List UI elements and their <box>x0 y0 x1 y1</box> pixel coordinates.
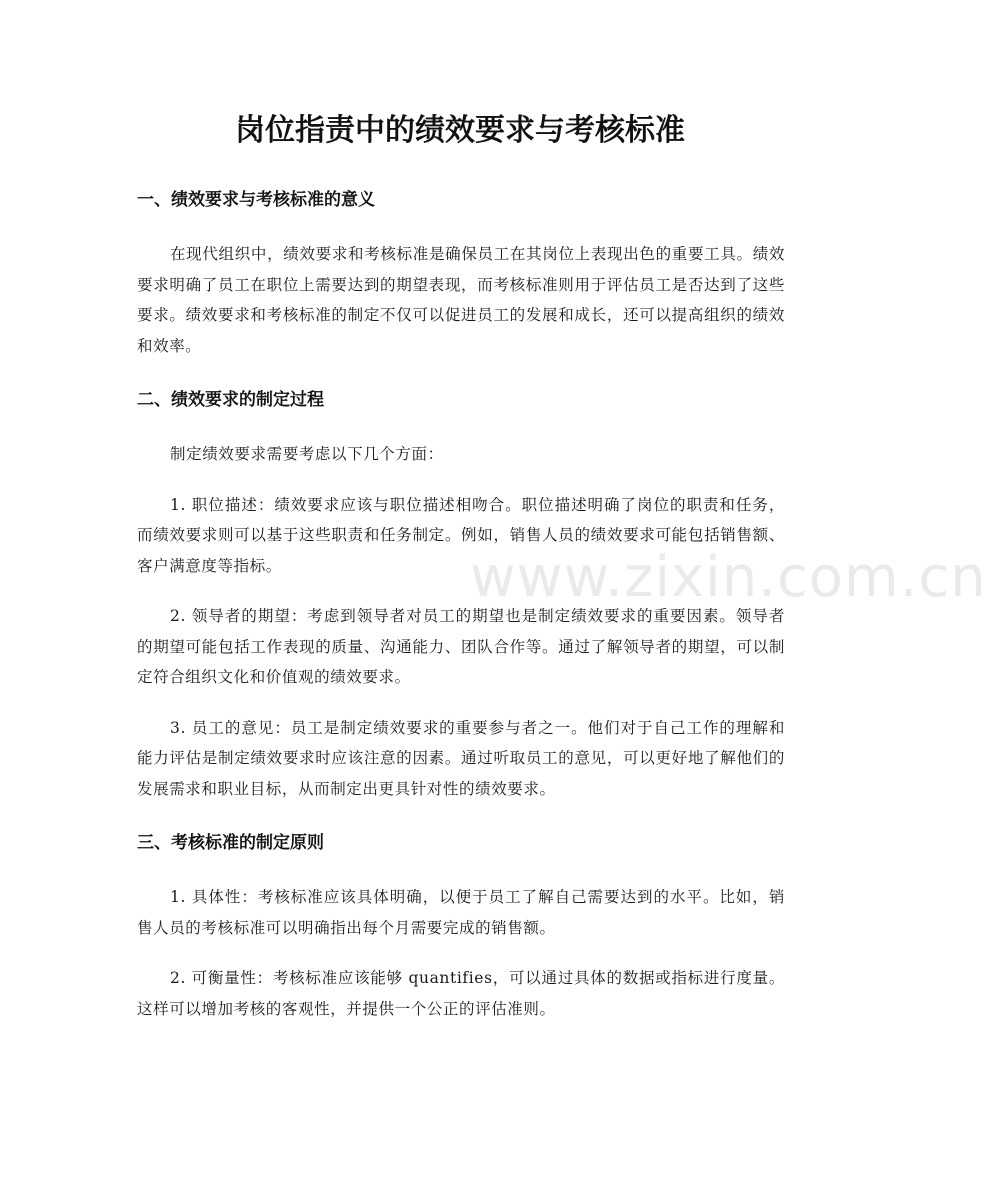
list-item-paragraph: 3. 员工的意见：员工是制定绩效要求的重要参与者之一。他们对于自己工作的理解和能力评估是制定绩效要求时应该注意的因素。通过听取员工的意见，可以更好地了解他们的发展需求和职业目标，从而制定出更具针对性的绩效要求。 <box>137 718 785 798</box>
list-item-paragraph: 2. 可衡量性：考核标准应该能够 quantifies，可以通过具体的数据或指标进行度量。这样可以增加考核的客观性，并提供一个公正的评估准则。 <box>137 969 785 1018</box>
paragraph: 在现代组织中，绩效要求和考核标准是确保员工在其岗位上表现出色的重要工具。绩效要求明确了员工在职位上需要达到的期望表现，而考核标准则用于评估员工是否达到了这些要求。绩效要求和考核标准的制定不仅可以促进员工的发展和成长，还可以提高组织的绩效和效率。 <box>137 245 785 355</box>
section-heading: 二、绩效要求的制定过程 <box>137 390 324 410</box>
watermark: www.zixin.com.cn <box>470 545 987 610</box>
paragraph: 制定绩效要求需要考虑以下几个方面： <box>170 445 444 463</box>
document-body <box>137 185 785 1044</box>
section-2 <box>137 385 785 804</box>
list-item-paragraph: 2. 领导者的期望：考虑到领导者对员工的期望也是制定绩效要求的重要因素。领导者的期望可能包括工作表现的质量、沟通能力、团队合作等。通过了解领导者的期望，可以制定符合组织文化和价值观的绩效要求。 <box>137 607 785 686</box>
list-item-paragraph: 1. 职位描述：绩效要求应该与职位描述相吻合。职位描述明确了岗位的职责和任务，而绩效要求则可以基于这些职责和任务制定。例如，销售人员的绩效要求可能包括销售额、客户满意度等指标。 <box>137 495 785 575</box>
section-3 <box>137 828 785 1024</box>
list-item-paragraph: 1. 具体性：考核标准应该具体明确，以便于员工了解自己需要达到的水平。比如，销售人员的考核标准可以明确指出每个月需要完成的销售额。 <box>137 888 785 937</box>
section-heading: 三、考核标准的制定原则 <box>137 833 324 853</box>
section-1 <box>137 185 785 361</box>
document-title: 岗位指责中的绩效要求与考核标准 <box>235 113 685 148</box>
section-heading: 一、绩效要求与考核标准的意义 <box>137 190 375 210</box>
